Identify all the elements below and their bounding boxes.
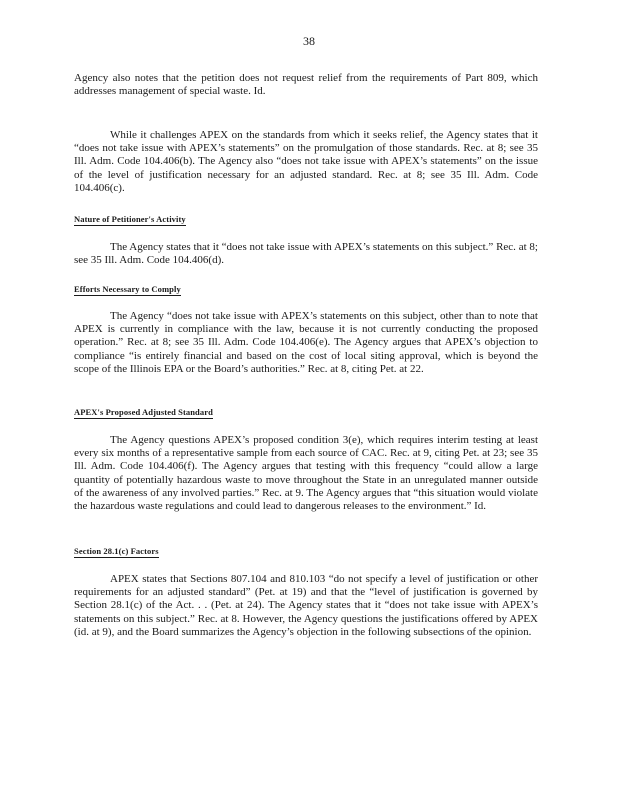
- paragraph-continuation: [74, 72, 538, 98]
- paragraph-text: APEX states that Sections 807.104 and 810.103 “do not specify a level of justification or other requirements for an adjusted standard” (Pet. at 19) and that the “level of justification is governed by Section 28.1(c) of the Act. . . (Pet. at 24). The Agency states that it “does not take issue with APEX’s statements on this subject.” Rec. at 8. However, the Agency questions the justifications offered by APEX (id. at 9), and the Board summarizes the Agency’s objection in the following subsections of the opinion.: [74, 573, 538, 638]
- paragraph-proposed-standard: [74, 434, 538, 513]
- paragraph-section-factors: [74, 573, 538, 639]
- section-heading-proposed-standard: APEX's Proposed Adjusted Standard: [74, 407, 213, 417]
- paragraph-text: The Agency states that it “does not take issue with APEX’s statements on this subject.” Rec. at 8; see 35 Ill. Adm. Code 104.406(d).: [74, 241, 538, 267]
- paragraph-text: The Agency “does not take issue with APEX’s statements on this subject, other than to note that APEX is currently in compliance with the law, because it is not currently conducting the proposed operation.” Rec. at 8; see 35 Ill. Adm. Code 104.406(e). The Agency argues that APEX’s objection to compliance “is entirely financial and based on the cost of local siting approval, which is beyond the scope of the Illinois EPA or the Board’s authorities.” Rec. at 8, citing Pet. at 22.: [74, 310, 538, 375]
- paragraph-nature: [74, 241, 538, 267]
- section-heading-nature-of-activity: Nature of Petitioner's Activity: [74, 214, 186, 224]
- page-number: 38: [303, 34, 315, 48]
- section-heading-section-28-1-factors: Section 28.1(c) Factors: [74, 546, 159, 556]
- paragraph-text: The Agency questions APEX’s proposed condition 3(e), which requires interim testing at least every six months of a representative sample from each source of CAC. Rec. at 9, citing Pet. at 23; see 35 Ill. Adm. Code 104.406(f). The Agency argues that testing with this frequency “could allow a large quantity of potentially hazardous waste to move throughout the State in an unregulated manner outside of the awareness of any involved parties.” Rec. at 9. The Agency argues that “this situation would violate the hazardous waste regulations and could lead to dangerous releases to the environment.” Id.: [74, 434, 538, 513]
- section-heading-efforts-to-comply: Efforts Necessary to Comply: [74, 284, 181, 294]
- paragraph-text: While it challenges APEX on the standards from which it seeks relief, the Agency states that it “does not take issue with APEX’s statements” on the promulgation of those standards. Rec. at 8; see 35 Ill. Adm. Code 104.406(b). The Agency also “does not take issue with APEX’s statements” on the issue of the level of justification necessary for an adjusted standard. Rec. at 8; see 35 Ill. Adm. Code 104.406(c).: [74, 129, 538, 194]
- paragraph-efforts: [74, 310, 538, 376]
- paragraph-standards: [74, 129, 538, 195]
- paragraph-text: Agency also notes that the petition does not request relief from the requirements of Part 809, which addresses management of special waste. Id.: [74, 72, 538, 98]
